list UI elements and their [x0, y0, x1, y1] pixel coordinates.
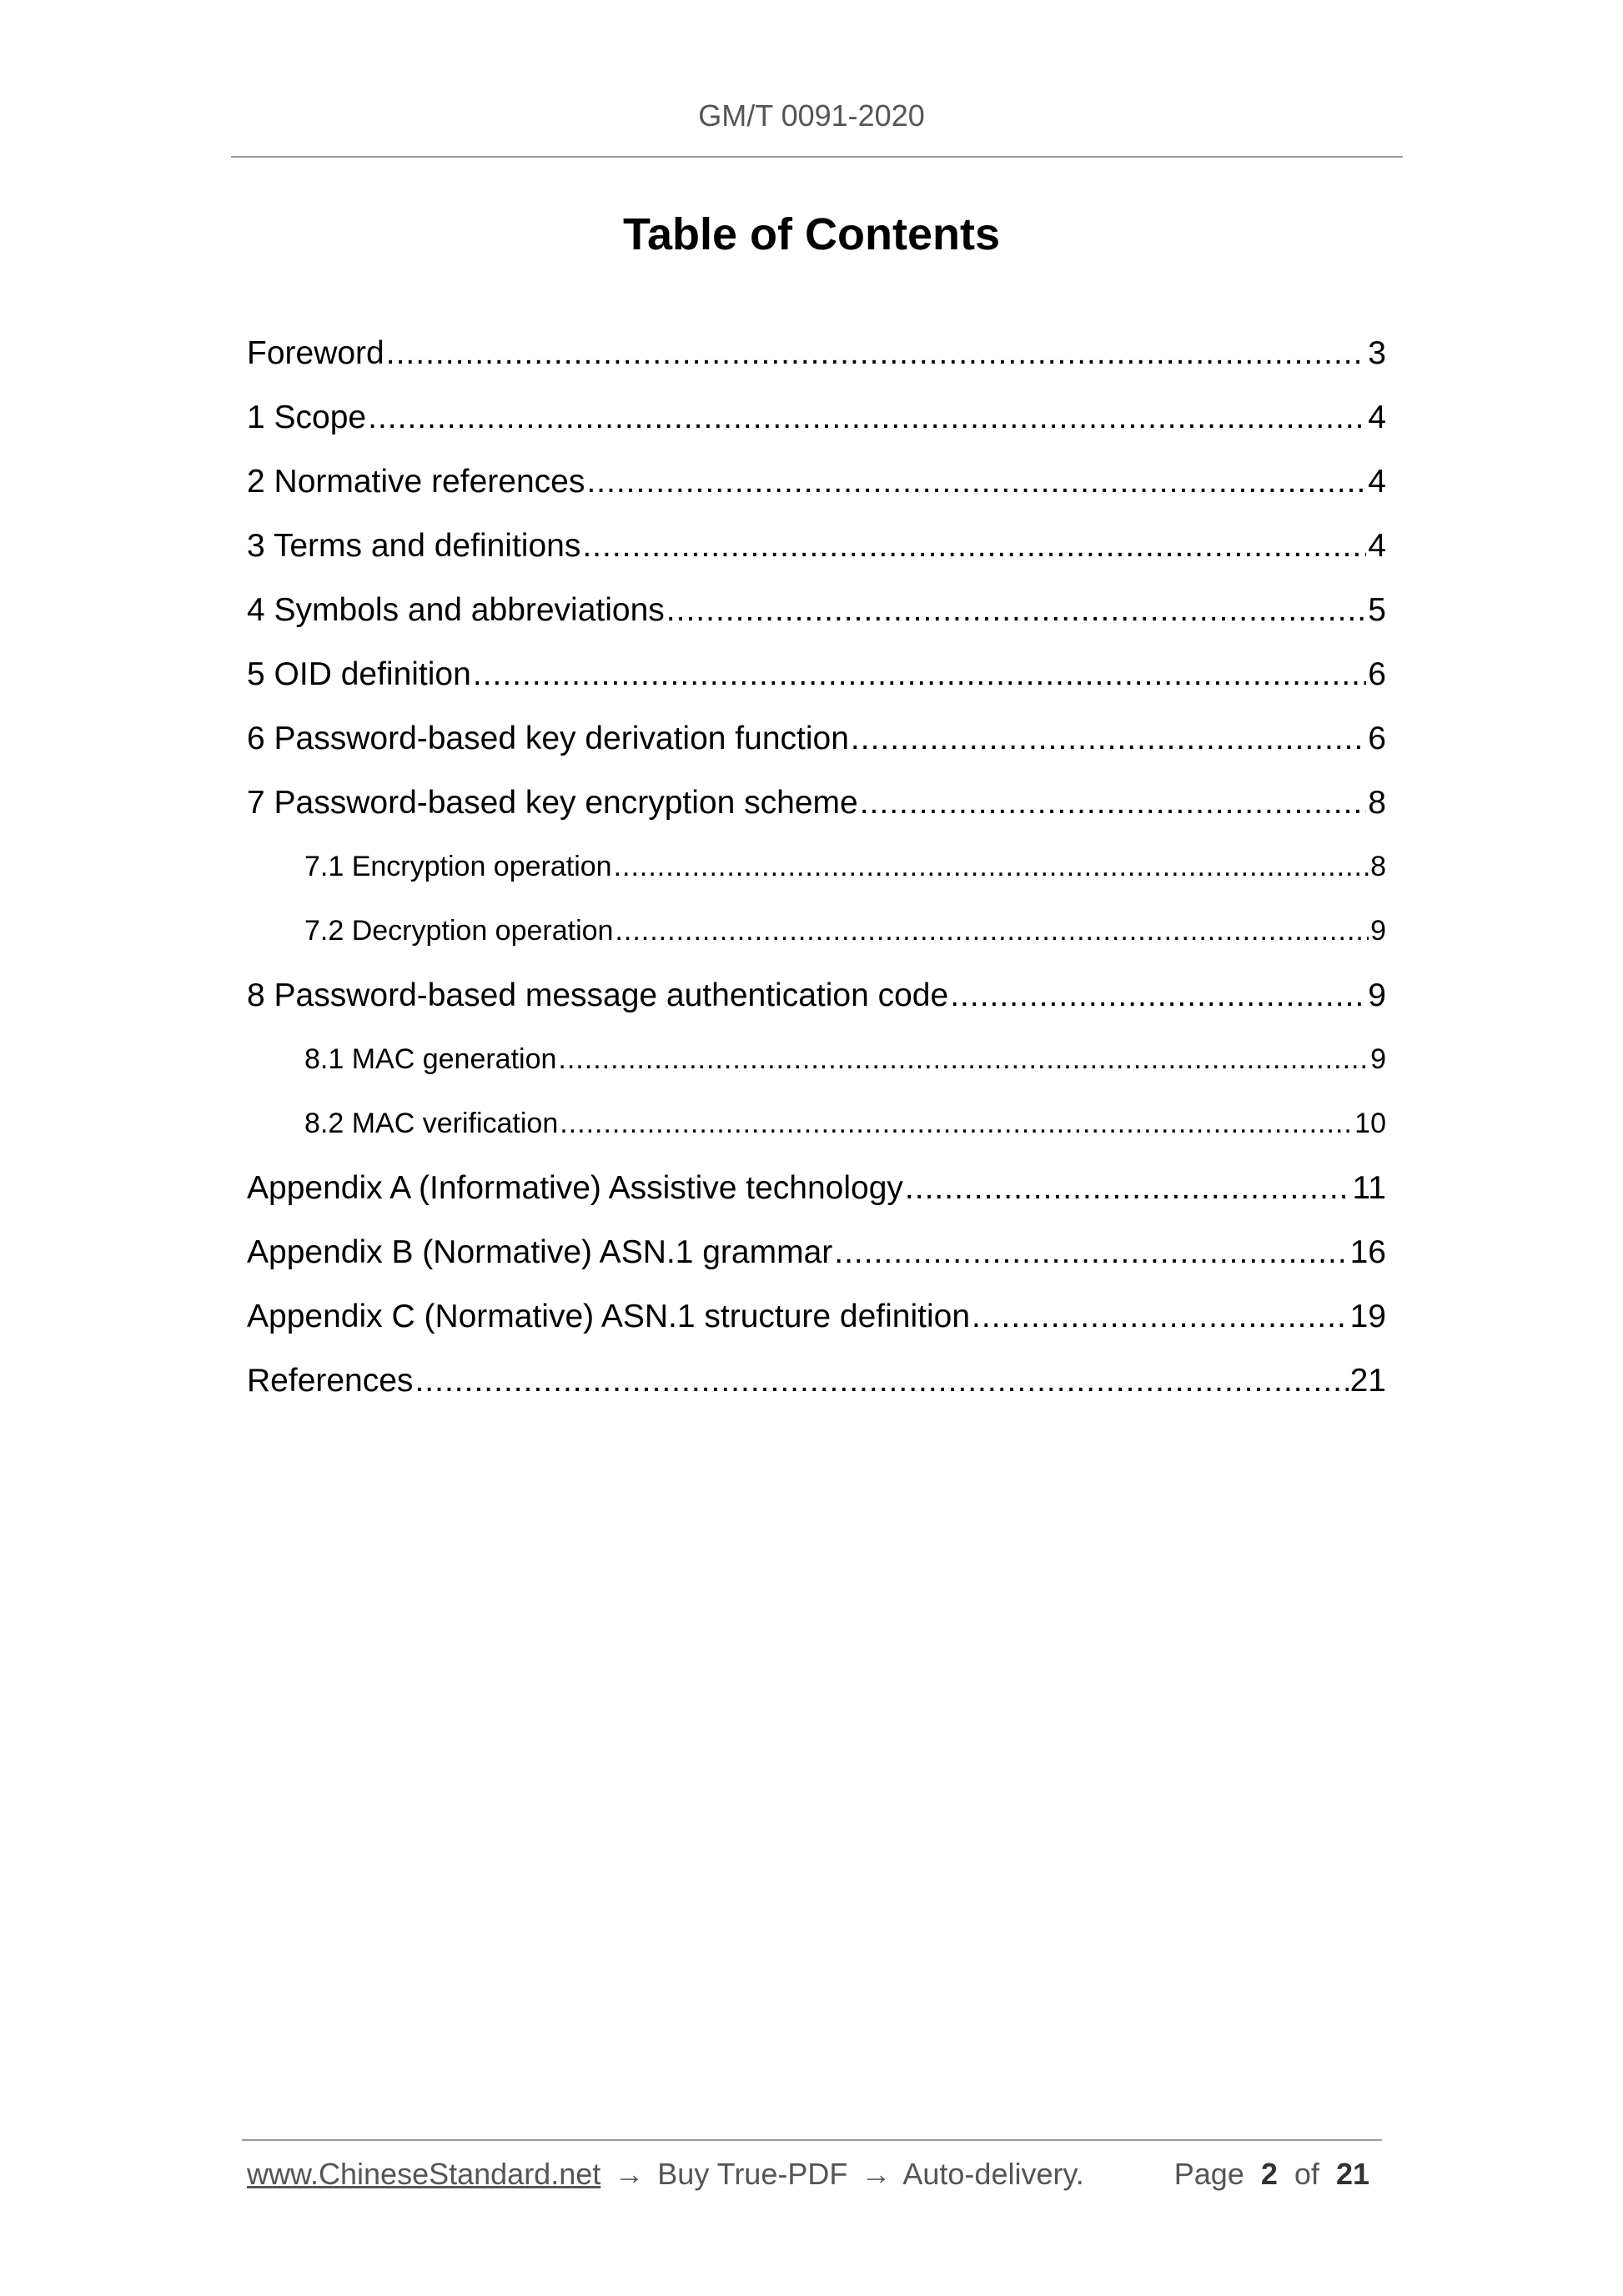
toc-dot-leader: [615, 899, 1369, 963]
toc-dot-leader: [368, 385, 1366, 450]
table-of-contents: [247, 321, 1386, 1413]
toc-entry[interactable]: [247, 835, 1386, 899]
toc-dot-leader: [905, 1156, 1351, 1220]
toc-dot-leader: [666, 578, 1367, 642]
toc-entry-label: 6 Password-based key derivation function: [247, 721, 849, 756]
toc-entry-page-number: 10: [1354, 1108, 1386, 1139]
header-doc-code: GM/T 0091-2020: [698, 98, 925, 133]
page-indicator: [1174, 2157, 1378, 2192]
toc-entry[interactable]: [247, 1220, 1386, 1284]
footer-divider: [242, 2139, 1382, 2141]
toc-entry-label: 3 Terms and definitions: [247, 528, 581, 564]
toc-entry[interactable]: [247, 1092, 1386, 1156]
toc-entry-page-number: 8: [1368, 785, 1386, 821]
toc-entry[interactable]: [247, 514, 1386, 578]
toc-entry-page-number: 4: [1368, 399, 1386, 435]
toc-entry-page-number: 11: [1352, 1170, 1386, 1206]
arrow-right-icon: →: [861, 2157, 892, 2191]
toc-entry-label: 8.1 MAC generation: [304, 1043, 557, 1075]
toc-entry[interactable]: [247, 771, 1386, 835]
toc-entry-label: 7.1 Encryption operation: [304, 851, 612, 882]
current-page-number: 2: [1260, 2157, 1278, 2191]
toc-entry[interactable]: [247, 385, 1386, 450]
toc-entry-page-number: 4: [1368, 528, 1386, 564]
toc-entry-label: Appendix C (Normative) ASN.1 structure definition: [247, 1299, 971, 1334]
toc-entry[interactable]: [247, 963, 1386, 1027]
toc-dot-leader: [415, 1349, 1348, 1413]
page-footer: [247, 2157, 1378, 2192]
total-pages-number: 21: [1335, 2157, 1369, 2191]
toc-entry-label: References: [247, 1363, 414, 1399]
toc-dot-leader: [834, 1220, 1348, 1284]
buy-text: Buy True-PDF: [657, 2157, 848, 2191]
toc-entry-label: Foreword: [247, 335, 384, 371]
toc-entry-page-number: 5: [1368, 592, 1386, 628]
toc-entry-label: 7 Password-based key encryption scheme: [247, 785, 858, 821]
toc-entry[interactable]: [247, 642, 1386, 706]
toc-entry-label: 8 Password-based message authentication code: [247, 977, 949, 1013]
toc-entry-page-number: 6: [1368, 721, 1386, 756]
toc-entry[interactable]: [247, 1349, 1386, 1413]
toc-dot-leader: [950, 963, 1366, 1027]
toc-entry[interactable]: [247, 578, 1386, 642]
toc-entry-label: Appendix A (Informative) Assistive technology: [247, 1170, 903, 1206]
toc-dot-leader: [582, 514, 1366, 578]
page-title: Table of Contents: [623, 209, 1000, 259]
toc-entry-page-number: 6: [1368, 656, 1386, 692]
toc-entry[interactable]: [247, 899, 1386, 963]
toc-entry[interactable]: [247, 1027, 1386, 1092]
toc-entry-label: Appendix B (Normative) ASN.1 grammar: [247, 1234, 833, 1270]
toc-entry[interactable]: [247, 1284, 1386, 1349]
toc-entry-page-number: 4: [1368, 464, 1386, 500]
toc-dot-leader: [851, 706, 1366, 771]
toc-entry-page-number: 9: [1370, 915, 1386, 947]
footer-left: [247, 2157, 1084, 2192]
toc-entry[interactable]: [247, 1156, 1386, 1220]
toc-dot-leader: [473, 642, 1366, 706]
toc-dot-leader: [586, 450, 1366, 514]
delivery-text: Auto-delivery.: [902, 2157, 1084, 2191]
toc-entry-label: 4 Symbols and abbreviations: [247, 592, 665, 628]
toc-dot-leader: [860, 771, 1367, 835]
toc-entry-label: 7.2 Decryption operation: [304, 915, 614, 947]
toc-entry[interactable]: [247, 321, 1386, 385]
toc-entry-page-number: 9: [1370, 1043, 1386, 1075]
page-word: Page: [1173, 2157, 1244, 2191]
toc-dot-leader: [386, 321, 1367, 385]
toc-entry-label: 5 OID definition: [247, 656, 471, 692]
toc-dot-leader: [560, 1092, 1353, 1156]
of-word: of: [1294, 2157, 1319, 2191]
toc-entry-page-number: 21: [1349, 1363, 1386, 1399]
toc-entry-page-number: 16: [1349, 1234, 1386, 1270]
toc-entry-page-number: 19: [1349, 1299, 1386, 1334]
toc-dot-leader: [558, 1027, 1369, 1092]
toc-dot-leader: [614, 835, 1369, 899]
toc-entry-page-number: 8: [1370, 851, 1386, 882]
toc-entry-label: 1 Scope: [247, 399, 367, 435]
toc-entry[interactable]: [247, 706, 1386, 771]
toc-entry-label: 8.2 MAC verification: [304, 1108, 559, 1139]
toc-entry-page-number: 3: [1368, 335, 1386, 371]
site-link[interactable]: www.ChineseStandard.net: [247, 2157, 601, 2191]
header-divider: [231, 156, 1403, 158]
arrow-right-icon: →: [614, 2157, 645, 2191]
toc-entry[interactable]: [247, 450, 1386, 514]
toc-dot-leader: [972, 1284, 1349, 1349]
toc-entry-page-number: 9: [1368, 977, 1386, 1013]
toc-entry-label: 2 Normative references: [247, 464, 585, 500]
